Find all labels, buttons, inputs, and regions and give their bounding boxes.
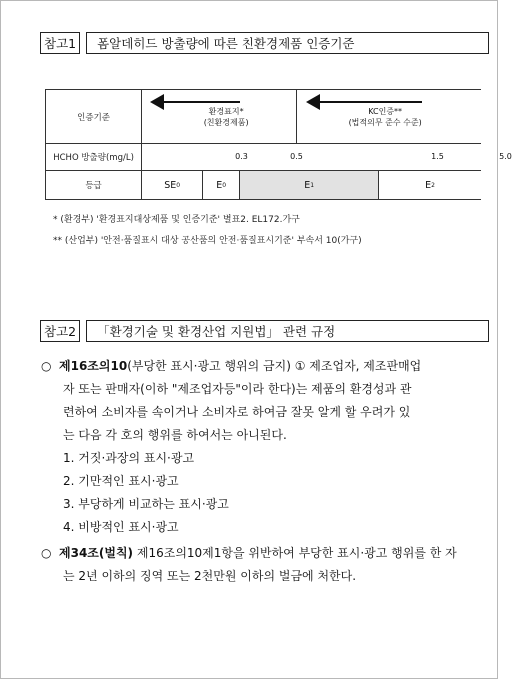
tick-5-0: 5.0 — [499, 152, 512, 161]
article-16-head: 제16조의10 — [59, 359, 128, 373]
grade-e2: E 2 — [425, 179, 435, 191]
tick-1-5: 1.5 — [431, 152, 444, 161]
article-34-head: 제34조(벌칙) — [59, 546, 134, 560]
reference-1-tag: 참고1 — [40, 32, 80, 54]
emission-label: HCHO 방출량(mg/L) — [46, 144, 142, 171]
header-label: 인증기준 — [46, 90, 142, 144]
list-item: 1. 거짓·과장의 표시·광고 — [63, 451, 195, 465]
circle-bullet-icon: ○ — [41, 359, 52, 373]
tick-0-3: 0.3 — [235, 152, 248, 161]
footnote-2: ** (산업부) '안전·품질표시 대상 공산품의 안전·품질표시기준' 부속서 10(가구) — [53, 236, 362, 246]
article-34: ○ 제34조(벌칙) 제16조의10제1항을 위반하여 부당한 표시·광고 행위를 한 자 는 2년 이하의 징역 또는 2천만원 이하의 벌금에 처한다. — [41, 542, 481, 588]
grade-se0: SE 0 — [142, 171, 203, 199]
grade-row — [142, 171, 481, 199]
article-16-10: ○ 제16조의10(부당한 표시·광고 행위의 금지) ① 제조업자, 제조판매업 자 또는 판매자(이하 "제조업자등"이라 한다)는 제품의 환경성과 관 련하여 소비자를 속이거나 소비자로 하여금 잘못 알게 할 우려가 있 는 다음 각 호의 행위를 하여서는 아니된다. 1. 거짓·과장의 표시·광고 2. 기만적인 표시·광고 3. 부당하게 비교하는 표시·광고 4. 비방적인 표시·광고 — [41, 355, 481, 539]
arrow1-label: 환경표지* (친환경제품) — [203, 107, 249, 127]
grade-e1: E 1 — [240, 171, 379, 199]
list-item: 3. 부당하게 비교하는 표시·광고 — [63, 497, 229, 511]
emission-scale — [142, 144, 512, 170]
reference-2-tag: 참고2 — [40, 320, 80, 342]
footnote-1: * (환경부) '환경표지대상제품 및 인증기준' 별표2. EL172.가구 — [53, 215, 300, 225]
arrow2-label: KC인증** (법적의무 준수 수준) — [348, 107, 422, 127]
certification-table — [45, 89, 512, 200]
reference-2-title: 「환경기술 및 환경산업 지원법」 관련 규정 — [86, 320, 489, 342]
grade-e0: E 0 — [203, 171, 240, 199]
reference-2-header — [40, 320, 489, 342]
tick-0-5: 0.5 — [290, 152, 303, 161]
grade-label: 등급 — [46, 171, 142, 200]
arrow-area — [142, 90, 481, 143]
reference-1-title: 폼알데히드 방출량에 따른 친환경제품 인증기준 — [86, 32, 489, 54]
list-item: 2. 기만적인 표시·광고 — [63, 474, 179, 488]
reference-1-header — [40, 32, 489, 54]
list-item: 4. 비방적인 표시·광고 — [63, 520, 179, 534]
circle-bullet-icon: ○ — [41, 546, 52, 560]
